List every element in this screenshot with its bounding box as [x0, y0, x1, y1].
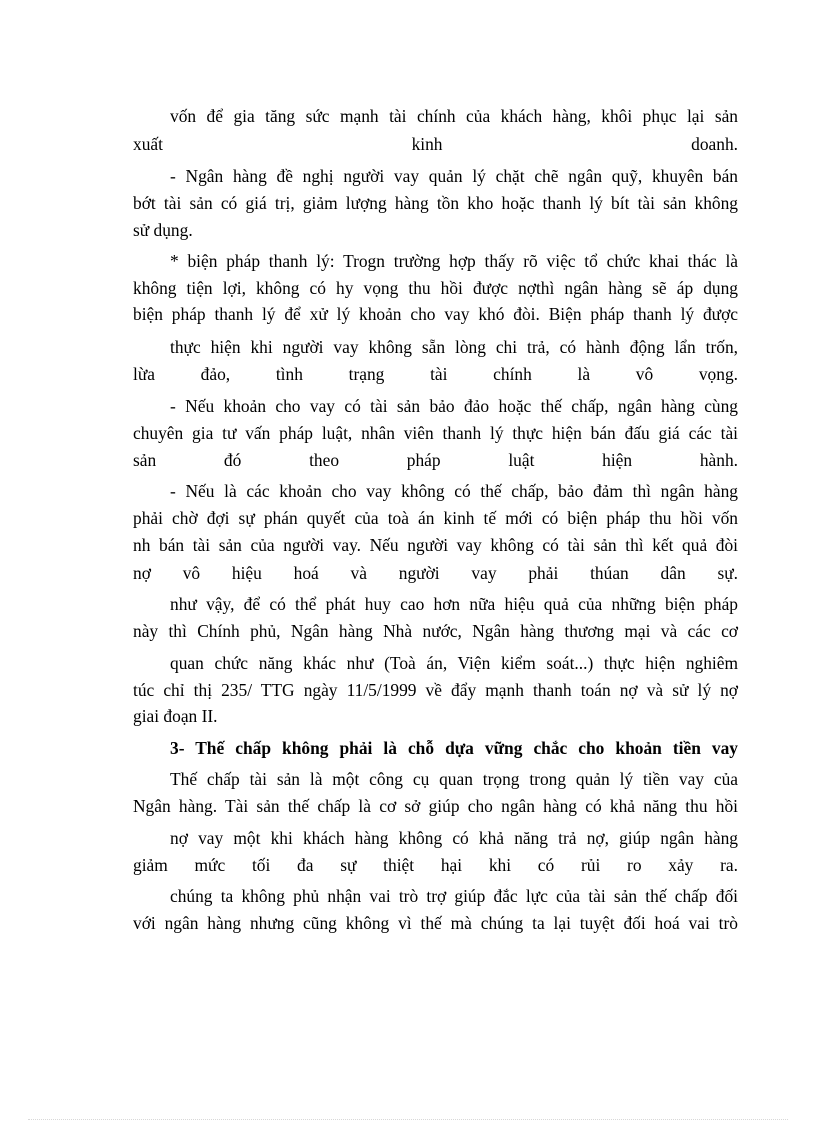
- text-line: sử dụng.: [133, 220, 193, 240]
- text-line: thực hiện khi người vay không sẵn lòng chi trả, có hành động lẩn trốn,: [170, 337, 738, 357]
- text-line: vốn để gia tăng sức mạnh tài chính của khách hàng, khôi phục lại sản: [170, 106, 738, 126]
- text-line: sản đó theo pháp luật hiện hành.: [133, 450, 738, 470]
- text-line: chúng ta không phủ nhận vai trò trợ giúp đắc lực của tài sản thế chấp đối: [170, 886, 738, 906]
- text-line: * biện pháp thanh lý: Trogn trường hợp thấy rõ việc tổ chức khai thác là: [170, 251, 738, 271]
- text-line: - Nếu khoản cho vay có tài sản bảo đảo hoặc thế chấp, ngân hàng cùng: [170, 396, 738, 416]
- text-line: lừa đảo, tình trạng tài chính là vô vọng.: [133, 364, 738, 384]
- text-line: giai đoạn II.: [133, 706, 218, 726]
- text-line: như vậy, để có thể phát huy cao hơn nữa hiệu quả của những biện pháp: [170, 594, 738, 614]
- text-line: Thế chấp tài sản là một công cụ quan trọng trong quản lý tiền vay của: [170, 769, 738, 789]
- text-line: chuyên gia tư vấn pháp luật, nhân viên thanh lý thực hiện bán đấu giá các tài: [133, 423, 738, 443]
- text-line: Ngân hàng. Tài sản thế chấp là cơ sở giúp cho ngân hàng có khả năng thu hồi: [133, 796, 738, 816]
- section-heading: 3- Thế chấp không phải là chỗ dựa vững chắc cho khoản tiền vay: [170, 738, 738, 758]
- text-line: không tiện lợi, không có hy vọng thu hồi được nợthì ngân hàng sẽ áp dụng: [133, 278, 738, 298]
- page-bottom-rule: [28, 1119, 788, 1120]
- text-line: - Nếu là các khoản cho vay không có thế chấp, bảo đảm thì ngân hàng: [170, 481, 738, 501]
- text-line: giảm mức tối đa sự thiệt hại khi có rủi ro xảy ra.: [133, 855, 738, 875]
- text-line: quan chức năng khác như (Toà án, Viện kiểm soát...) thực hiện nghiêm: [170, 653, 738, 673]
- text-line: biện pháp thanh lý để xử lý khoản cho vay khó đòi. Biện pháp thanh lý được: [133, 304, 738, 324]
- text-line: phải chờ đợi sự phán quyết của toà án kinh tế mới có biện pháp thu hồi vốn: [133, 508, 738, 528]
- text-line: bớt tài sản có giá trị, giảm lượng hàng tồn kho hoặc thanh lý bít tài sản không: [133, 193, 738, 213]
- text-line: - Ngân hàng đề nghị người vay quản lý chặt chẽ ngân quỹ, khuyên bán: [170, 166, 738, 186]
- text-line: túc chỉ thị 235/ TTG ngày 11/5/1999 về đẩy mạnh thanh toán nợ và sử lý nợ: [133, 680, 738, 700]
- text-line: nợ vô hiệu hoá và người vay phải thúan dân sự.: [133, 563, 738, 583]
- text-line: xuất kinh doanh.: [133, 134, 738, 154]
- text-line: với ngân hàng nhưng cũng không vì thế mà chúng ta lại tuyệt đối hoá vai trò: [133, 913, 738, 933]
- text-line: này thì Chính phủ, Ngân hàng Nhà nước, Ngân hàng thương mại và các cơ: [133, 621, 738, 641]
- text-line: nợ vay một khi khách hàng không có khả năng trả nợ, giúp ngân hàng: [170, 828, 738, 848]
- text-line: nh bán tài sản của người vay. Nếu người vay không có tài sản thì kết quả đòi: [133, 535, 738, 555]
